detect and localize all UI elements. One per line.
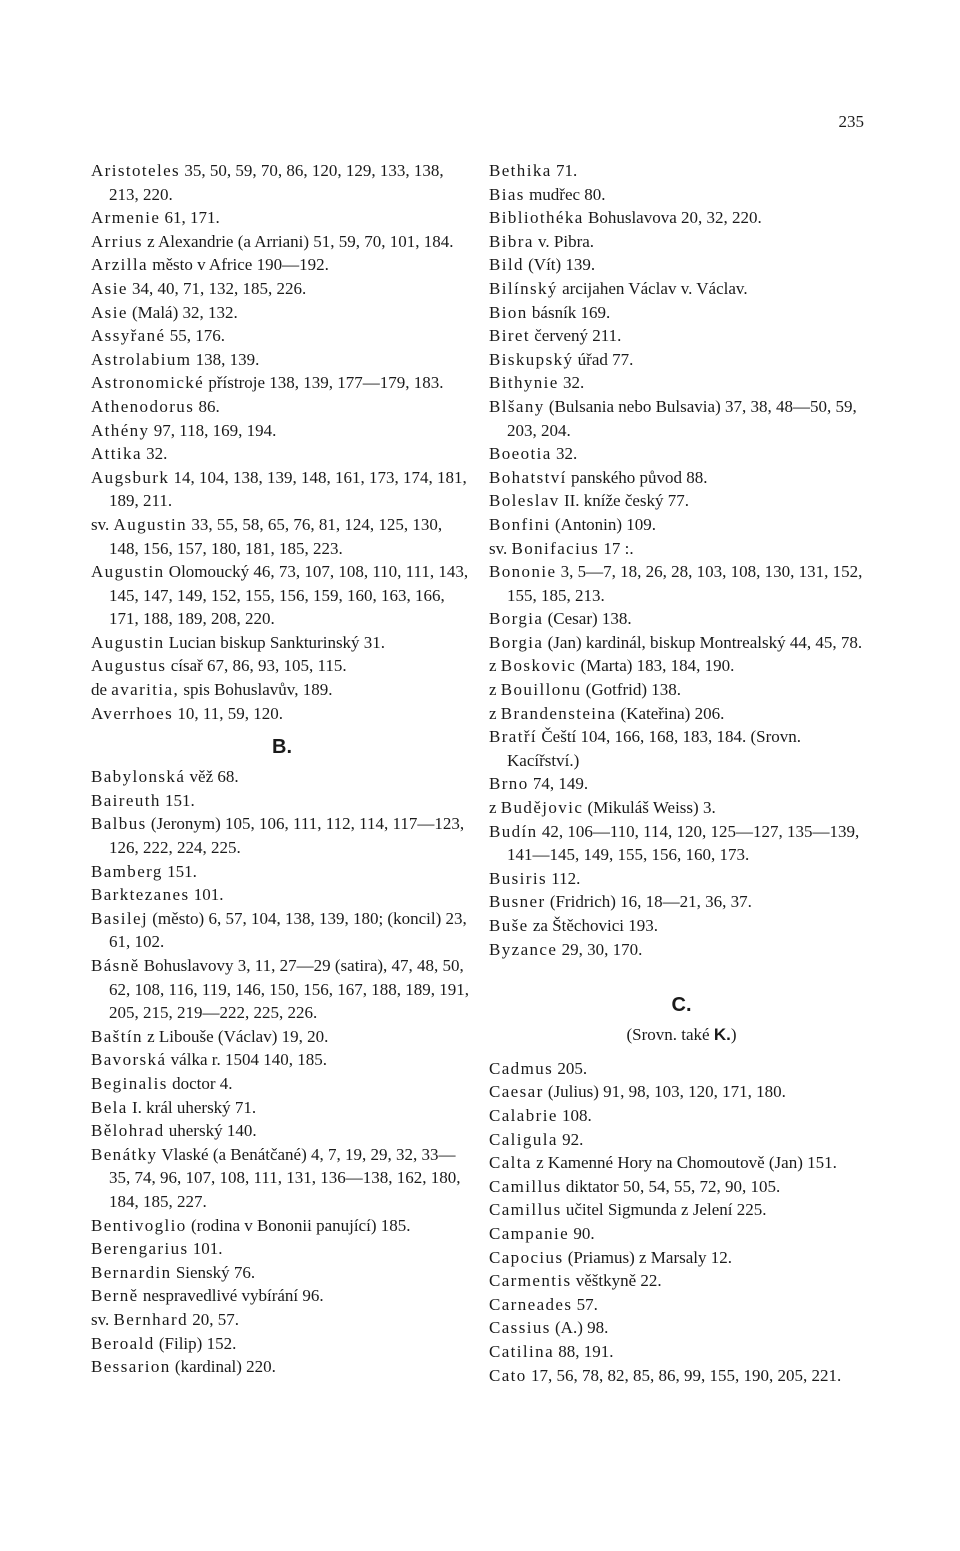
entry-references: město v Africe 190—192. xyxy=(148,255,329,275)
entry-headword: Budějovic xyxy=(500,798,584,818)
entry-references: nespravedlivé vybírání 96. xyxy=(138,1286,324,1306)
entry-headword: Bratří xyxy=(489,727,538,747)
index-entry xyxy=(489,1364,874,1388)
entry-headword: Augustin xyxy=(113,514,188,534)
index-entry xyxy=(91,1261,473,1285)
entry-references: (Cesar) 138. xyxy=(543,609,632,629)
index-entry xyxy=(489,678,874,702)
entry-prefix: z xyxy=(489,703,501,723)
entry-references: věž 68. xyxy=(185,767,239,787)
index-entry xyxy=(489,938,874,962)
index-entry xyxy=(489,1057,874,1081)
index-entry xyxy=(489,206,874,230)
index-entry xyxy=(91,654,473,678)
entry-references: (Vít) 139. xyxy=(523,255,596,275)
index-entry xyxy=(91,812,473,859)
index-entry xyxy=(489,1293,874,1317)
entry-headword: Buše xyxy=(489,916,529,935)
entry-references: (Malá) 32, 132. xyxy=(127,302,238,322)
entry-references: doctor 4. xyxy=(167,1073,233,1093)
index-entry xyxy=(489,537,874,561)
entry-headword: Blšany xyxy=(489,396,545,416)
entry-headword: Biskupský xyxy=(489,349,574,369)
index-entry xyxy=(489,1198,874,1222)
entry-references: 108. xyxy=(557,1105,592,1125)
index-entry xyxy=(489,442,874,466)
entry-prefix: z xyxy=(489,798,501,818)
section-heading-c: C. xyxy=(671,994,692,1017)
entry-headword: Babylonská xyxy=(91,767,186,787)
index-list-a-end xyxy=(91,159,473,725)
entry-headword: Bamberg xyxy=(91,861,163,881)
entry-headword: Athenodorus xyxy=(91,396,195,416)
index-entry xyxy=(91,702,473,726)
index-entry xyxy=(489,607,874,631)
index-entry xyxy=(489,277,874,301)
index-entry xyxy=(91,230,473,254)
entry-headword: Carmentis xyxy=(489,1271,572,1291)
index-entry xyxy=(489,1269,874,1293)
index-entry xyxy=(489,1316,874,1340)
entry-references: přístroje 138, 139, 177—179, 183. xyxy=(204,373,444,393)
index-entry xyxy=(489,560,874,607)
entry-headword: Camillus xyxy=(489,1176,562,1196)
entry-headword: Asie xyxy=(91,278,128,298)
entry-references: 86. xyxy=(194,396,220,416)
entry-headword: Balbus xyxy=(91,814,147,834)
index-entry xyxy=(91,301,473,325)
index-entry xyxy=(489,1080,874,1104)
entry-references: 112. xyxy=(546,868,581,888)
entry-references: úřad 77. xyxy=(573,349,634,369)
index-entry xyxy=(91,324,473,348)
index-entry xyxy=(91,1284,473,1308)
index-entry xyxy=(91,253,473,277)
entry-headword: Basilej xyxy=(91,908,149,928)
index-entry xyxy=(489,301,874,325)
index-entry xyxy=(91,348,473,372)
entry-references: učitel Sigmunda z Jelení 225. xyxy=(561,1200,767,1220)
entry-headword: Astronomické xyxy=(91,373,205,393)
index-entry xyxy=(489,1151,874,1175)
index-entry xyxy=(489,725,874,772)
right-column xyxy=(489,159,874,1387)
entry-references: (Marta) 183, 184, 190. xyxy=(576,656,735,676)
entry-references: (Priamus) z Marsaly 12. xyxy=(563,1247,733,1267)
entry-references: II. kníže český 77. xyxy=(559,491,690,511)
index-entry xyxy=(91,1308,473,1332)
entry-headword: Berně xyxy=(91,1286,139,1306)
entry-headword: Caligula xyxy=(489,1129,558,1149)
entry-headword: Benátky xyxy=(91,1144,158,1164)
entry-references: Bohuslavovy 3, 11, 27—29 (satira), 47, 48, 50, 62, 108, 116, 119, 146, 150, 156, 167, 188, 189, 191, 205, 215, 219—222, 225, 226. xyxy=(109,956,469,1023)
entry-references: (Fridrich) 16, 18—21, 36, 37. xyxy=(545,892,752,912)
entry-references: 42, 106—110, 114, 120, 125—127, 135—139, 141—145, 149, 155, 156, 160, 173. xyxy=(507,821,860,865)
index-entry xyxy=(489,1246,874,1270)
entry-references: 32. xyxy=(558,373,585,393)
index-entry xyxy=(91,419,473,443)
entry-references: I. král uherský 71. xyxy=(127,1097,257,1117)
entry-headword: Busner xyxy=(489,892,546,912)
entry-references: (Jeronym) 105, 106, 111, 112, 114, 117—123, 126, 222, 224, 225. xyxy=(109,814,465,858)
entry-headword: Bithynie xyxy=(489,373,559,393)
entry-references: 33, 55, 58, 65, 76, 81, 124, 125, 130, 148, 156, 157, 180, 181, 185, 223. xyxy=(109,514,443,558)
entry-references: diktator 50, 54, 55, 72, 90, 105. xyxy=(561,1176,781,1196)
entry-headword: Bethika xyxy=(489,161,552,180)
entry-headword: Boskovic xyxy=(500,656,577,676)
entry-headword: Arzilla xyxy=(91,255,148,275)
entry-headword: Bouillonu xyxy=(500,680,582,700)
entry-references: Bohuslavova 20, 32, 220. xyxy=(583,208,762,228)
entry-headword: Bibra xyxy=(489,231,534,251)
entry-references: (rodina v Bononii panující) 185. xyxy=(186,1215,411,1235)
index-entry xyxy=(91,1237,473,1261)
index-entry xyxy=(489,513,874,537)
index-entry xyxy=(91,1048,473,1072)
entry-headword: Asie xyxy=(91,302,128,322)
entry-prefix: sv. xyxy=(489,538,512,558)
entry-references: 17, 56, 78, 82, 85, 86, 99, 155, 190, 205, 221. xyxy=(526,1365,842,1385)
entry-headword: Bion xyxy=(489,302,528,322)
entry-headword: Brno xyxy=(489,774,529,794)
entry-headword: Biret xyxy=(489,326,530,346)
entry-references: (město) 6, 57, 104, 138, 139, 180; (koncil) 23, 61, 102. xyxy=(109,908,467,952)
entry-references: v. Pibra. xyxy=(533,231,595,251)
entry-references: 17 :. xyxy=(599,538,634,558)
entry-headword: Averrhoes xyxy=(91,703,174,723)
index-entry xyxy=(489,1340,874,1364)
entry-headword: Beginalis xyxy=(91,1073,168,1093)
entry-headword: Augsburk xyxy=(91,467,170,487)
entry-references: 97, 118, 169, 194. xyxy=(149,420,277,440)
entry-headword: Carneades xyxy=(489,1294,573,1314)
entry-references: uherský 140. xyxy=(164,1121,257,1141)
index-entry xyxy=(489,1222,874,1246)
index-entry xyxy=(91,442,473,466)
cross-reference-text: (Srovn. také xyxy=(626,1025,714,1045)
entry-headword: Berengarius xyxy=(91,1239,189,1259)
index-list-c xyxy=(489,1057,874,1387)
cross-reference-close: ) xyxy=(730,1025,737,1045)
entry-headword: avaritia, xyxy=(111,680,180,700)
index-entry xyxy=(489,702,874,726)
entry-headword: Augustin xyxy=(91,562,165,582)
index-entry xyxy=(489,489,874,513)
index-entry xyxy=(489,631,874,655)
entry-headword: Calabrie xyxy=(489,1105,558,1125)
entry-headword: Byzance xyxy=(489,939,558,959)
entry-headword: Budín xyxy=(489,821,538,841)
index-entry xyxy=(91,631,473,655)
entry-references: (Antonin) 109. xyxy=(550,514,657,534)
entry-headword: Athény xyxy=(91,420,150,440)
index-list-b xyxy=(91,765,473,1378)
index-entry xyxy=(489,324,874,348)
entry-headword: Catilina xyxy=(489,1341,555,1361)
entry-references: 29, 30, 170. xyxy=(557,939,643,959)
entry-references: 151. xyxy=(160,790,195,810)
index-entry xyxy=(91,678,473,702)
entry-headword: Borgia xyxy=(489,632,544,652)
entry-references: 71. xyxy=(551,161,578,180)
entry-references: 92. xyxy=(557,1129,584,1149)
entry-references: 14, 104, 138, 139, 148, 161, 173, 174, 181, 189, 211. xyxy=(109,467,467,511)
entry-references: (A.) 98. xyxy=(550,1318,609,1338)
entry-references: 34, 40, 71, 132, 185, 226. xyxy=(127,278,307,298)
index-entry xyxy=(91,1214,473,1238)
entry-headword: Attika xyxy=(91,444,142,464)
entry-headword: Barktezanes xyxy=(91,885,190,905)
index-entry xyxy=(91,1096,473,1120)
entry-headword: Bilínský xyxy=(489,278,558,298)
entry-references: Vlaské (a Benátčané) 4, 7, 19, 29, 32, 33—35, 74, 96, 107, 108, 111, 131, 136—138, 162, 180, 184, 185, 227. xyxy=(109,1144,461,1211)
index-list-b-continued xyxy=(489,159,874,961)
index-entry xyxy=(489,230,874,254)
entry-references: 55, 176. xyxy=(165,326,225,346)
entry-references: 32. xyxy=(141,444,168,464)
entry-headword: Assyřané xyxy=(91,326,166,346)
index-entry xyxy=(91,1072,473,1096)
entry-headword: Baštín xyxy=(91,1026,143,1046)
entry-references: (Bulsania nebo Bulsavia) 37, 38, 48—50, 59, 203, 204. xyxy=(507,396,857,440)
index-entry xyxy=(489,371,874,395)
entry-references: 57. xyxy=(572,1294,598,1314)
entry-headword: Brandensteina xyxy=(500,703,617,723)
index-entry xyxy=(489,159,874,183)
entry-references: arcijahen Václav v. Václav. xyxy=(557,278,748,298)
entry-references: (Mikuláš Weiss) 3. xyxy=(583,798,716,818)
entry-headword: Boleslav xyxy=(489,491,560,511)
entry-references: Lucian biskup Sankturinský 31. xyxy=(164,632,386,652)
entry-headword: Bias xyxy=(489,184,525,204)
entry-headword: Bild xyxy=(489,255,524,275)
entry-headword: Cato xyxy=(489,1365,527,1385)
entry-headword: Arrius xyxy=(91,231,143,251)
index-entry xyxy=(489,253,874,277)
entry-references: 35, 50, 59, 70, 86, 120, 129, 133, 138, 213, 220. xyxy=(109,161,444,204)
entry-references: 138, 139. xyxy=(191,349,260,369)
entry-headword: Borgia xyxy=(489,609,544,629)
entry-prefix: sv. xyxy=(91,1309,114,1329)
entry-references: věštkyně 22. xyxy=(571,1271,662,1291)
entry-headword: Bibliothéka xyxy=(489,208,584,228)
entry-headword: Bela xyxy=(91,1097,128,1117)
index-entry xyxy=(91,765,473,789)
entry-references: z Alexandrie (a Arriani) 51, 59, 70, 101, 184. xyxy=(142,231,454,251)
entry-headword: Armenie xyxy=(91,208,161,228)
entry-references: Olomoucký 46, 73, 107, 108, 110, 111, 143, 145, 147, 149, 152, 155, 156, 159, 160, 163, 166, 171, 188, 189, 208, 220. xyxy=(109,562,469,629)
entry-references: 88, 191. xyxy=(554,1341,614,1361)
entry-headword: Básně xyxy=(91,956,140,975)
entry-references: (Gotfrid) 138. xyxy=(581,680,682,700)
entry-references: za Štěchovici 193. xyxy=(528,916,658,935)
entry-references: Sienský 76. xyxy=(171,1262,256,1282)
entry-references: (Julius) 91, 98, 103, 120, 171, 180. xyxy=(543,1082,786,1102)
index-entry xyxy=(91,883,473,907)
entry-headword: Bonfini xyxy=(489,514,551,534)
index-entry xyxy=(91,159,473,206)
entry-headword: Boeotia xyxy=(489,444,552,464)
entry-headword: Capocius xyxy=(489,1247,564,1267)
entry-prefix: z xyxy=(489,656,501,676)
index-entry xyxy=(91,395,473,419)
index-entry xyxy=(91,560,473,631)
entry-references: (Filip) 152. xyxy=(154,1333,237,1353)
entry-headword: Baireuth xyxy=(91,790,161,810)
index-entry xyxy=(489,466,874,490)
index-entry xyxy=(91,1119,473,1143)
entry-references: 205. xyxy=(553,1058,588,1078)
index-entry xyxy=(91,466,473,513)
index-entry xyxy=(489,1104,874,1128)
entry-references: 90. xyxy=(569,1223,595,1243)
entry-headword: Bononie xyxy=(489,562,557,582)
entry-references: 3, 5—7, 18, 26, 28, 103, 108, 130, 131, 152, 155, 185, 213. xyxy=(507,562,863,605)
entry-headword: Busiris xyxy=(489,868,547,888)
entry-headword: Augustus xyxy=(91,656,167,676)
entry-prefix: sv. xyxy=(91,514,114,534)
index-entry xyxy=(91,206,473,230)
index-entry xyxy=(91,1143,473,1214)
entry-headword: Bělohrad xyxy=(91,1121,165,1141)
index-entry xyxy=(489,183,874,207)
index-entry xyxy=(489,914,874,938)
page-number: 235 xyxy=(838,112,864,131)
entry-references: 101. xyxy=(189,885,224,905)
entry-references: 61, 171. xyxy=(160,208,220,228)
index-entry xyxy=(91,860,473,884)
entry-headword: Beroald xyxy=(91,1333,155,1353)
entry-references: Čeští 104, 166, 168, 183, 184. (Srovn. Kacířství.) xyxy=(507,727,802,770)
entry-references: mudřec 80. xyxy=(524,184,606,204)
entry-prefix: de xyxy=(91,680,112,700)
entry-references: 74, 149. xyxy=(528,774,589,794)
entry-references: 32. xyxy=(551,444,578,464)
entry-references: (kardinal) 220. xyxy=(170,1357,276,1377)
entry-references: (Jan) kardinál, biskup Montrealský 44, 45, 78. xyxy=(543,632,863,652)
entry-references: 20, 57. xyxy=(187,1309,239,1329)
index-entry xyxy=(489,867,874,891)
index-entry xyxy=(489,890,874,914)
entry-references: 10, 11, 59, 120. xyxy=(173,703,284,723)
entry-references: (Kateřina) 206. xyxy=(616,703,725,723)
index-entry xyxy=(91,1355,473,1379)
entry-headword: Bohatství xyxy=(489,467,567,487)
entry-references: básník 169. xyxy=(527,302,611,322)
entry-headword: Bessarion xyxy=(91,1357,171,1377)
index-entry xyxy=(91,907,473,954)
entry-headword: Astrolabium xyxy=(91,349,192,369)
index-entry xyxy=(91,789,473,813)
entry-headword: Aristoteles xyxy=(91,161,181,180)
entry-references: spis Bohuslavův, 189. xyxy=(179,680,333,700)
index-entry xyxy=(489,395,874,442)
entry-headword: Campanie xyxy=(489,1223,570,1243)
entry-headword: Cassius xyxy=(489,1318,551,1338)
index-entry xyxy=(91,1332,473,1356)
index-entry xyxy=(91,954,473,1025)
index-entry xyxy=(91,277,473,301)
entry-headword: Bentivoglio xyxy=(91,1215,187,1235)
index-entry xyxy=(91,371,473,395)
entry-references: červený 211. xyxy=(530,326,622,346)
entry-headword: Bernhard xyxy=(113,1309,188,1329)
entry-references: císař 67, 86, 93, 105, 115. xyxy=(166,656,347,676)
index-entry xyxy=(489,1175,874,1199)
entry-prefix: z xyxy=(489,680,501,700)
section-c-cross-reference xyxy=(489,1023,874,1047)
entry-references: z Kamenné Hory na Chomoutově (Jan) 151. xyxy=(531,1153,837,1173)
index-entry xyxy=(489,772,874,796)
index-entry xyxy=(489,348,874,372)
entry-headword: Caesar xyxy=(489,1082,544,1102)
index-entry xyxy=(91,1025,473,1049)
entry-references: 151. xyxy=(162,861,197,881)
entry-headword: Camillus xyxy=(489,1200,562,1220)
index-entry xyxy=(489,1128,874,1152)
index-entry xyxy=(489,654,874,678)
entry-headword: Augustin xyxy=(91,632,165,652)
entry-references: válka r. 1504 140, 185. xyxy=(166,1050,327,1070)
entry-headword: Bernardin xyxy=(91,1262,172,1282)
index-entry xyxy=(489,796,874,820)
entry-headword: Calta xyxy=(489,1153,532,1173)
entry-headword: Cadmus xyxy=(489,1058,554,1078)
cross-reference-letter: K. xyxy=(713,1025,731,1045)
entry-references: 101. xyxy=(188,1239,223,1259)
section-heading-b: B. xyxy=(272,736,292,759)
entry-references: panského původ 88. xyxy=(566,467,708,487)
left-column xyxy=(91,159,473,1379)
entry-headword: Bavorská xyxy=(91,1050,167,1070)
index-entry xyxy=(91,513,473,560)
entry-headword: Bonifacius xyxy=(511,538,600,558)
entry-references: z Libouše (Václav) 19, 20. xyxy=(142,1026,329,1046)
index-entry xyxy=(489,820,874,867)
